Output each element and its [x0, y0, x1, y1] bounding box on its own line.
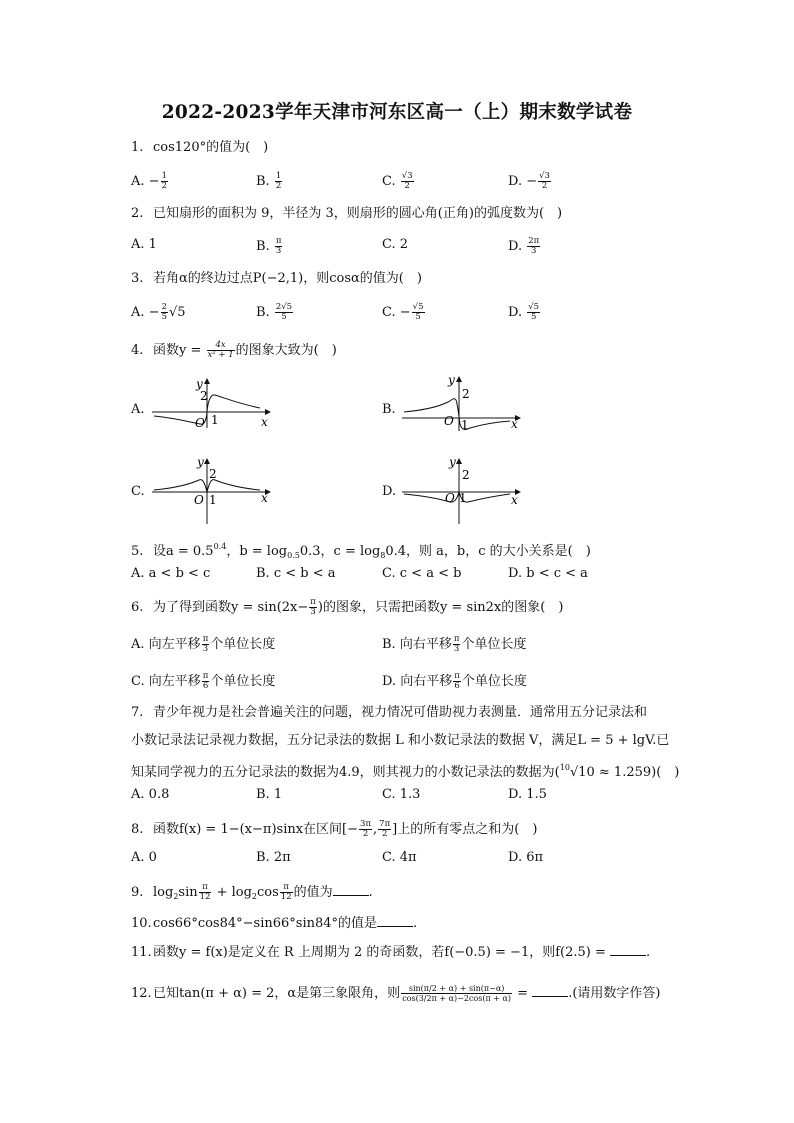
q10-answer-blank[interactable] [377, 916, 413, 927]
svg-text:2: 2 [209, 467, 217, 481]
q2-option-b[interactable]: B. $\frac{\pi}{3}$ [256, 236, 282, 256]
q6-option-b[interactable]: B. 向右平移 $\frac{\pi}{3}$ 个单位长度 [382, 634, 527, 654]
q3-option-c[interactable]: C. − $\frac{√5}{5}$ [382, 302, 424, 322]
q5-option-d[interactable]: D. b < c < a [508, 566, 588, 581]
q7-option-d[interactable]: D. 1.5 [508, 787, 547, 802]
question-7-line-1: 7. 青少年视力是社会普遍关注的问题，视力情况可借助视力表测量．通常用五分记录法和 [131, 705, 648, 720]
q8-option-d[interactable]: D. 6π [508, 850, 544, 865]
q6-option-d[interactable]: D. 向右平移 $\frac{\pi}{6}$ 个单位长度 [382, 671, 527, 691]
q8-option-c[interactable]: C. 4π [382, 850, 417, 865]
svg-text:O: O [194, 493, 204, 507]
q5-option-c[interactable]: C. c < a < b [382, 566, 462, 581]
q1-option-d[interactable]: D. − $\frac{√3}{2}$ [508, 171, 550, 191]
svg-text:x: x [261, 491, 268, 505]
question-6: 6. 为了得到函数y = sin(2x− $\frac{\pi}{3}$ )的图象，只需把函数y = sin2x的图象( ) [131, 597, 564, 617]
question-8: 8. 函数f(x) = 1−(x−π)sinx在区间[− $\frac{3\pi}{2}$ , $\frac{7\pi}{2}$ ]上的所有零点之和为( ) [131, 819, 538, 839]
q4-option-a-label[interactable]: A. [131, 402, 145, 417]
svg-text:O: O [445, 491, 455, 505]
q2-option-c[interactable]: C. 2 [382, 237, 409, 252]
q6-option-a[interactable]: A. 向左平移 $\frac{\pi}{3}$ 个单位长度 [131, 634, 276, 654]
q5-option-a[interactable]: A. a < b < c [131, 566, 211, 581]
q3-option-a[interactable]: A. − $\frac{2}{5}$ √5 [131, 302, 186, 322]
q11-answer-blank[interactable] [610, 945, 646, 956]
svg-text:2: 2 [200, 389, 208, 403]
svg-text:1: 1 [459, 491, 467, 505]
svg-text:2: 2 [462, 468, 470, 482]
question-12: 12.已知tan(π + α) = 2，α是第三象限角，则 $\frac{\sin(\pi/2 + \alpha) + \sin(\pi-\alpha)}{\cos(3/2\pi + \alpha)-2\cos(\pi + \alpha)}$ = .(请用数字作答) [131, 984, 661, 1003]
q1-option-c[interactable]: C. $\frac{√3}{2}$ [382, 171, 413, 191]
svg-text:2: 2 [462, 387, 470, 401]
question-7-line-2: 小数记录法记录视力数据，五分记录法的数据 L 和小数记录法的数据 V，满足L = 5 + lgV.已 [131, 733, 670, 748]
q7-option-a[interactable]: A. 0.8 [131, 787, 170, 802]
q3-option-d[interactable]: D. $\frac{√5}{5}$ [508, 302, 540, 322]
q4-graph-d[interactable] [400, 452, 525, 526]
question-5: 5. 设$a = 0.5^{0.4}$，$b = \log_{0.5}0.3$，$c = \log_80.4$，则 a，b，c 的大小关系是( ) [131, 542, 591, 560]
q7-option-b[interactable]: B. 1 [256, 787, 283, 802]
q6-option-c[interactable]: C. 向左平移 $\frac{\pi}{6}$ 个单位长度 [131, 671, 276, 691]
question-10: 10.cos66°cos84°−sin66°sin84°的值是 . [131, 916, 418, 931]
q12-answer-blank[interactable] [532, 986, 568, 997]
question-4: 4. 函数y = $\frac{4x}{\text{x² + 1}}$ 的图象大致为( ) [131, 340, 337, 360]
svg-text:x: x [261, 415, 268, 429]
question-3: 3. 若角α的终边过点P(−2,1)，则cosα的值为( ) [131, 271, 422, 286]
q3-option-b[interactable]: B. $\frac{2√5}{5}$ [256, 302, 293, 322]
q4-option-d-label[interactable]: D. [382, 484, 397, 499]
svg-text:y: y [197, 455, 204, 469]
svg-text:y: y [448, 373, 455, 387]
question-1: 1. cos120°的值为( ) [131, 140, 269, 155]
q4-graph-b[interactable] [400, 368, 525, 432]
svg-text:O: O [444, 414, 454, 428]
svg-text:x: x [511, 493, 518, 507]
q2-option-d[interactable]: D. $\frac{2\pi}{3}$ [508, 236, 540, 256]
q8-option-a[interactable]: A. 0 [131, 850, 157, 865]
svg-text:x: x [511, 417, 518, 431]
question-7-line-3: 知某同学视力的五分记录法的数据为4.9，则其视力的小数记录法的数据为($^{10}$√10 ≈ 1.259)( ) [131, 763, 680, 780]
svg-text:1: 1 [461, 418, 469, 432]
q1-option-a[interactable]: A. − $\frac{1}{2}$ [131, 171, 167, 191]
question-11: 11.函数y = f(x)是定义在 R 上周期为 2 的奇函数，若f(−0.5) = −1，则f(2.5) = . [131, 945, 651, 960]
svg-text:O: O [195, 416, 205, 430]
q4-option-b-label[interactable]: B. [382, 402, 396, 417]
question-9: 9. $\log_2\sin$ $\frac{\pi}{12}$ + $\log_2\cos$ $\frac{\pi}{12}$ 的值为 . [131, 882, 373, 902]
q9-answer-blank[interactable] [333, 885, 369, 896]
svg-text:y: y [449, 455, 456, 469]
q5-option-b[interactable]: B. c < b < a [256, 566, 336, 581]
question-2: 2. 已知扇形的面积为 9，半径为 3，则扇形的圆心角(正角)的弧度数为( ) [131, 206, 563, 221]
q1-option-b[interactable]: B. $\frac{1}{2}$ [256, 171, 282, 191]
svg-text:y: y [196, 377, 203, 391]
page-title: 2022-2023学年天津市河东区高一（上）期末数学试卷 [161, 102, 633, 123]
svg-text:1: 1 [211, 413, 219, 427]
q8-option-b[interactable]: B. 2π [256, 850, 291, 865]
q4-option-c-label[interactable]: C. [131, 484, 145, 499]
q2-option-a[interactable]: A. 1 [131, 237, 157, 252]
q4-graph-a[interactable] [150, 372, 275, 430]
svg-text:1: 1 [209, 493, 217, 507]
q4-graph-c[interactable] [150, 452, 275, 526]
q7-option-c[interactable]: C. 1.3 [382, 787, 421, 802]
